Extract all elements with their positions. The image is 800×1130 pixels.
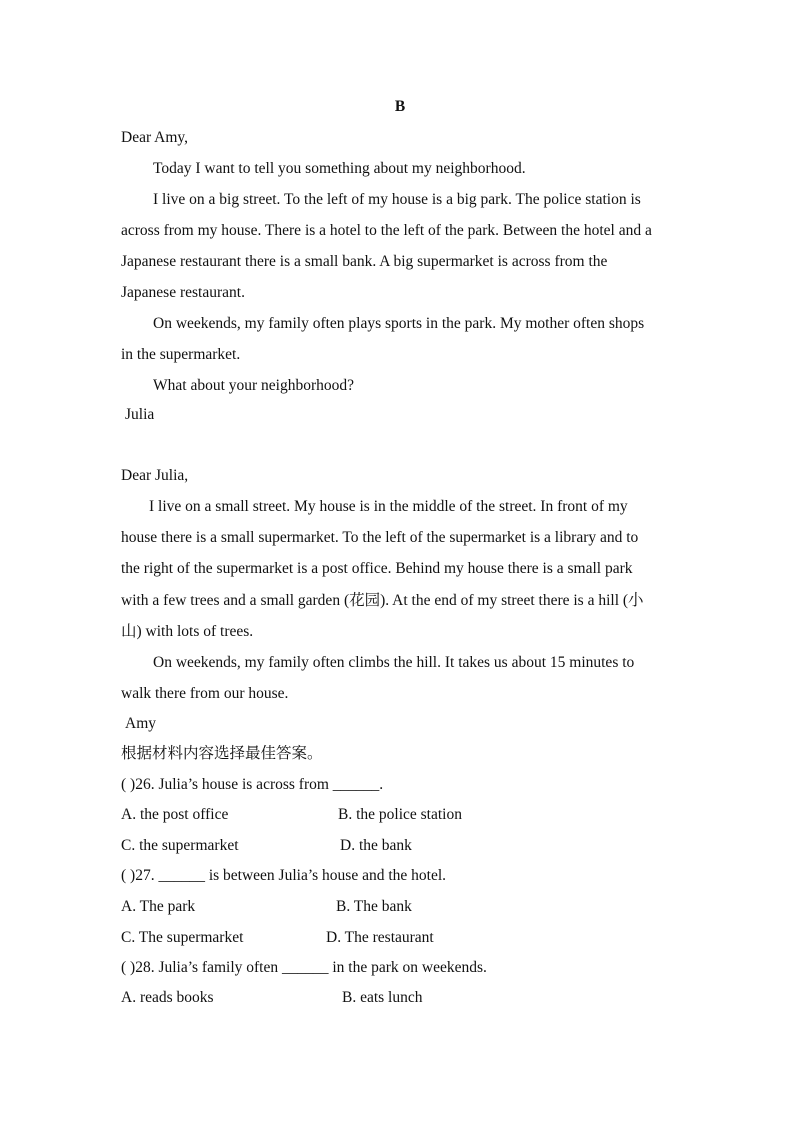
letter2-line: house there is a small supermarket. To the left of the supermarket is a library and to [121, 529, 639, 546]
question-27-option-a: A. The park [121, 898, 196, 915]
letter1-line: in the supermarket. [121, 346, 241, 363]
letter2-line: 山) with lots of trees. [121, 623, 254, 640]
section-heading: B [394, 98, 406, 115]
letter1-line: I live on a big street. To the left of my house is a big park. The police station is [153, 191, 641, 208]
question-28-option-a: A. reads books [121, 989, 214, 1006]
question-26-option-c: C. the supermarket [121, 837, 239, 854]
question-27-option-c: C. The supermarket [121, 929, 244, 946]
letter2-line: the right of the supermarket is a post office. Behind my house there is a small park [121, 560, 633, 577]
letter2-signature: Amy [125, 715, 156, 732]
question-26-option-d: D. the bank [340, 837, 412, 854]
letter1-line: Japanese restaurant there is a small bank. A big supermarket is across from the [121, 253, 608, 270]
letter1-line: Japanese restaurant. [121, 284, 245, 301]
letter2-line: On weekends, my family often climbs the hill. It takes us about 15 minutes to [153, 654, 635, 671]
question-27-stem: ( )27. ______ is between Julia’s house and the hotel. [121, 867, 447, 884]
letter1-line: What about your neighborhood? [153, 377, 355, 394]
question-27-option-d: D. The restaurant [326, 929, 434, 946]
letter1-greeting: Dear Amy, [121, 129, 189, 146]
letter1-line: Today I want to tell you something about my neighborhood. [153, 160, 526, 177]
question-27-option-b: B. The bank [336, 898, 412, 915]
letter1-line: across from my house. There is a hotel to the left of the park. Between the hotel and a [121, 222, 652, 239]
letter2-line: I live on a small street. My house is in the middle of the street. In front of my [149, 498, 628, 515]
letter1-signature: Julia [125, 406, 155, 423]
question-28-stem: ( )28. Julia’s family often ______ in the park on weekends. [121, 959, 487, 976]
letter2-line: walk there from our house. [121, 685, 289, 702]
question-28-option-b: B. eats lunch [342, 989, 423, 1006]
instruction-text: 根据材料内容选择最佳答案。 [121, 745, 323, 762]
letter2-greeting: Dear Julia, [121, 467, 189, 484]
question-26-option-b: B. the police station [338, 806, 462, 823]
letter2-line: with a few trees and a small garden (花园). At the end of my street there is a hill (小 [121, 592, 644, 609]
question-26-stem: ( )26. Julia’s house is across from ______. [121, 776, 384, 793]
letter1-line: On weekends, my family often plays sports in the park. My mother often shops [153, 315, 645, 332]
question-26-option-a: A. the post office [121, 806, 229, 823]
